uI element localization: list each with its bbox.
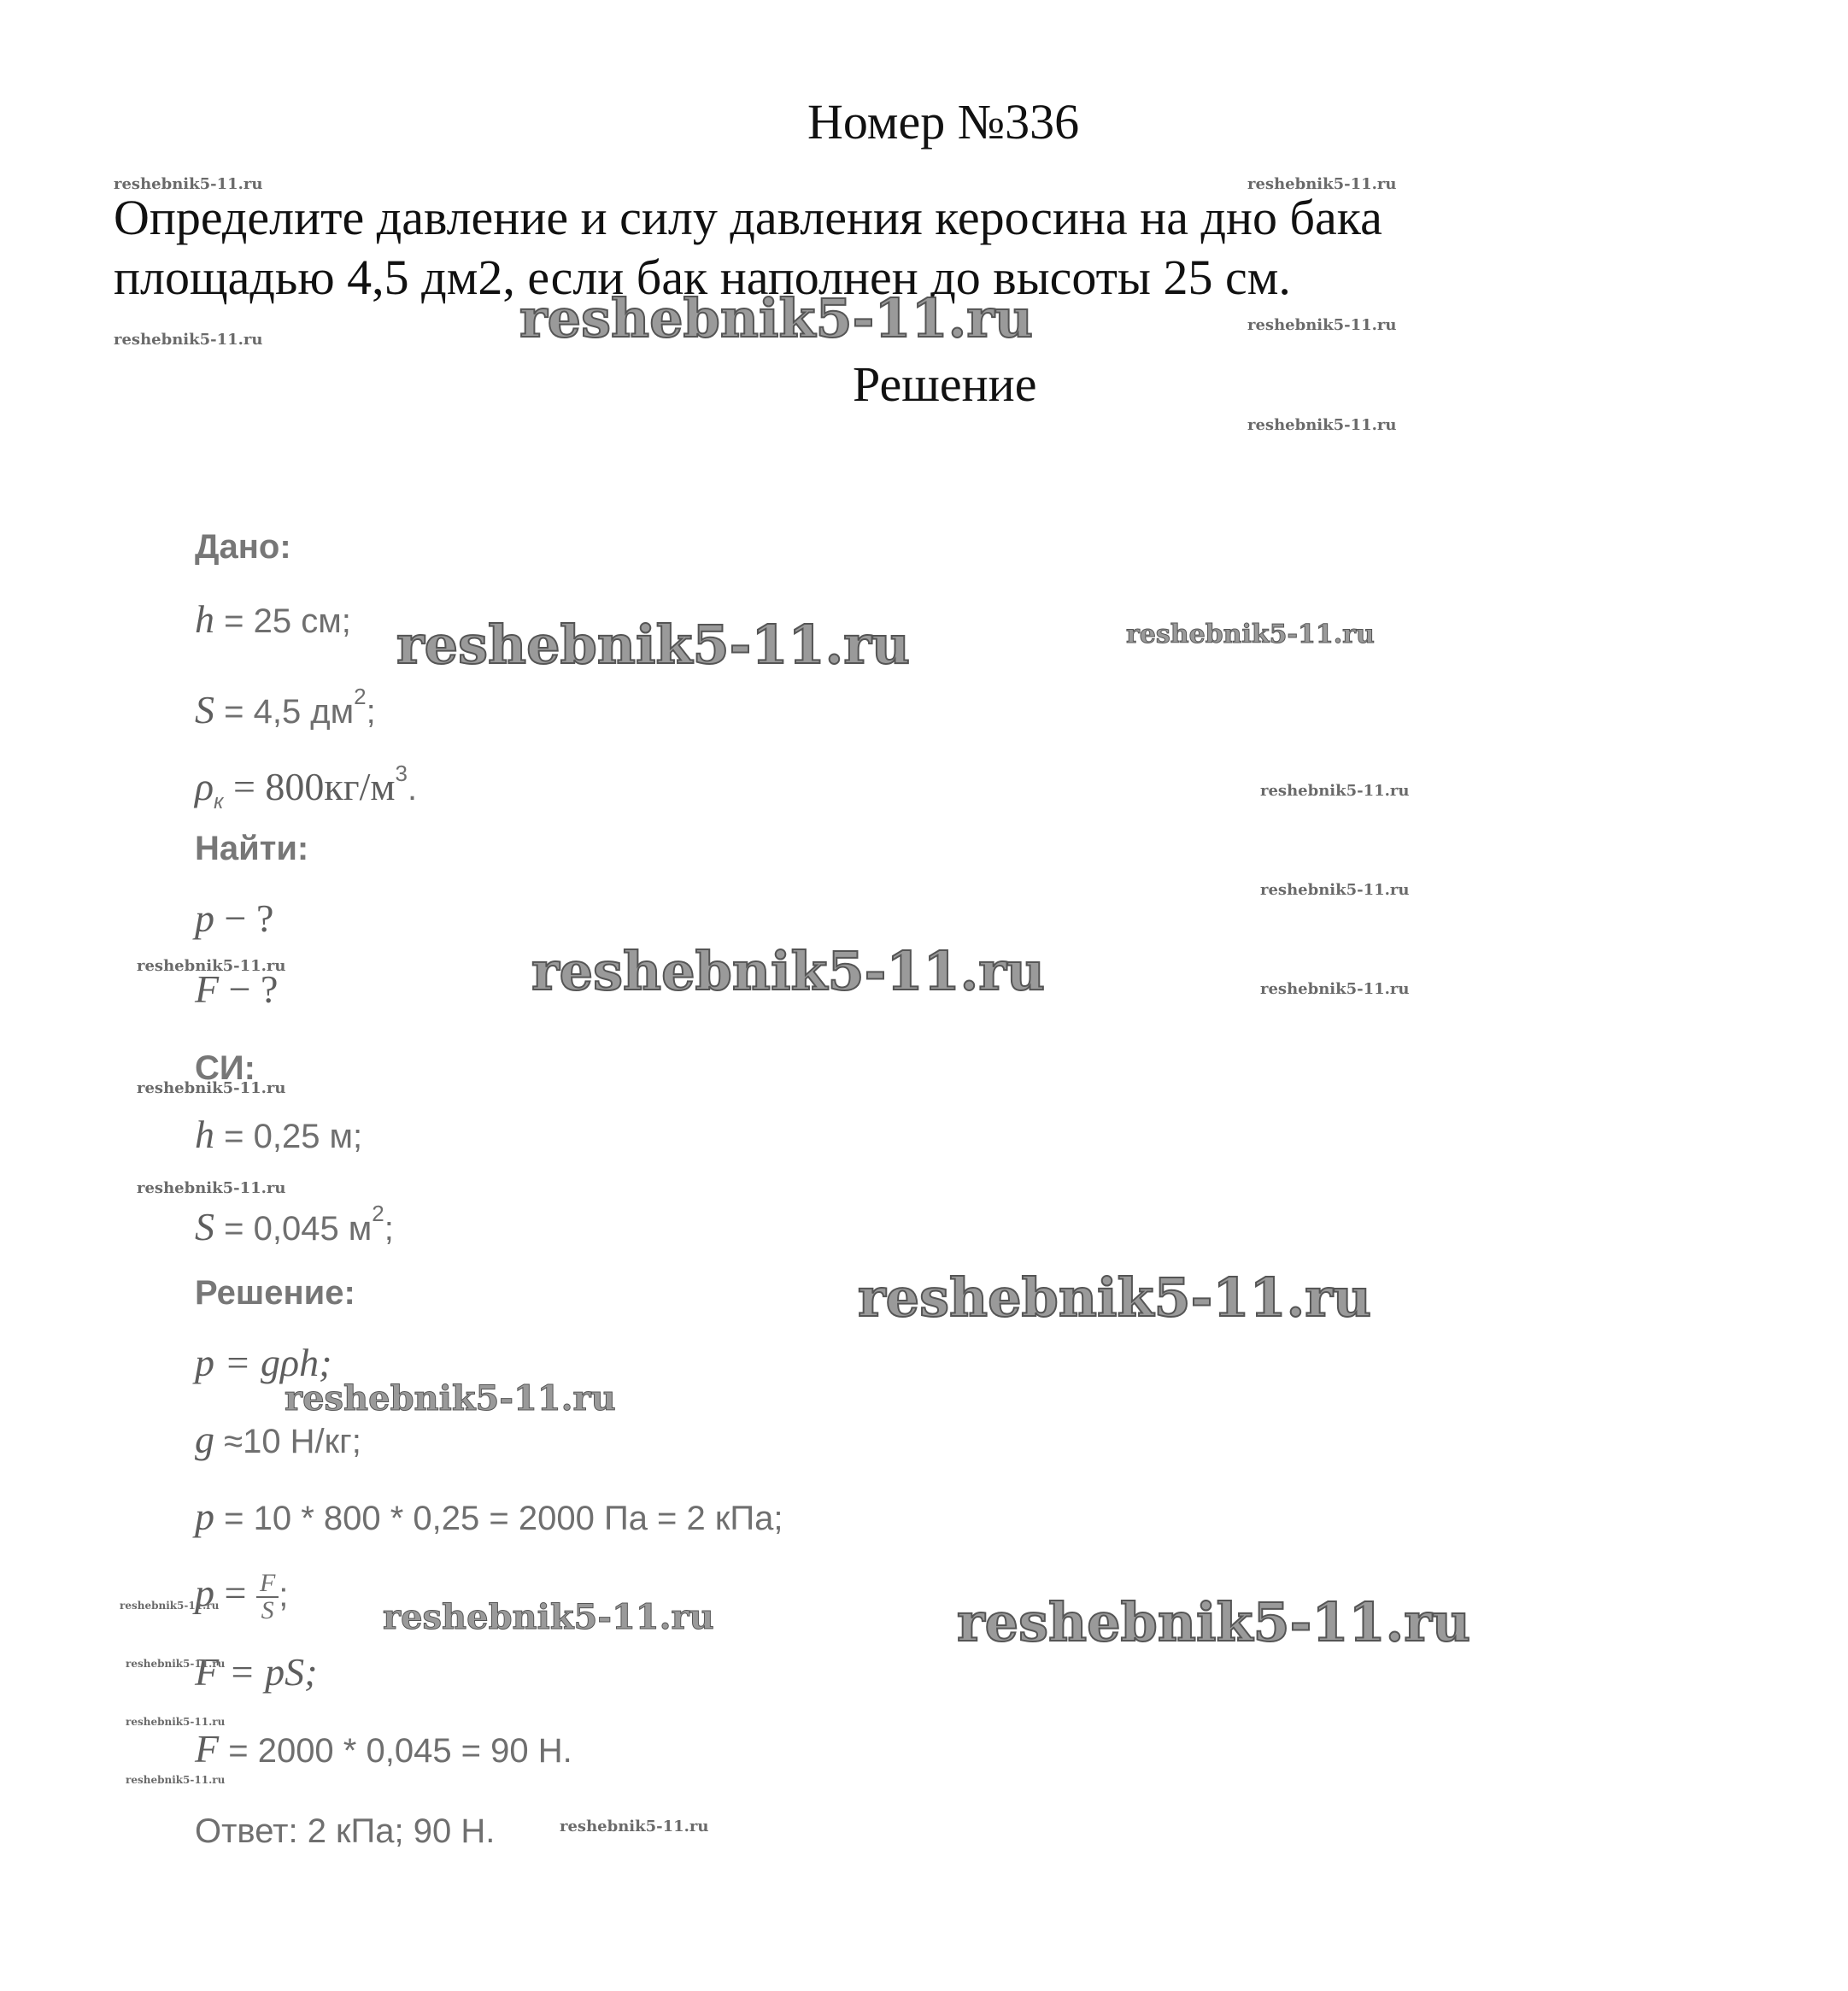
step-4-tail: ; <box>279 1576 289 1614</box>
si-h-value: = 0,25 м; <box>214 1118 363 1155</box>
fraction-denominator: S <box>261 1596 274 1624</box>
var-f: F <box>195 967 220 1011</box>
step-4-eq: = <box>214 1571 256 1615</box>
task-line-2: площадью 4,5 дм2, если бак наполнен до высоты 25 см. <box>114 250 1291 305</box>
watermark: reshebnik5-11.ru <box>114 331 263 349</box>
step-3 <box>195 1495 783 1540</box>
var-p: p <box>195 1571 214 1615</box>
watermark: reshebnik5-11.ru <box>1260 980 1410 998</box>
watermark: reshebnik5-11.ru <box>114 175 263 193</box>
find-f-rest: − ? <box>219 967 279 1011</box>
watermark: reshebnik5-11.ru <box>285 1378 616 1418</box>
step-2-rest: ≈10 Н/кг; <box>214 1423 361 1460</box>
var-s: S <box>195 1205 214 1248</box>
given-s-value: = 4,5 дм <box>214 693 355 731</box>
si-s <box>195 1192 394 1250</box>
watermark: reshebnik5-11.ru <box>560 1818 709 1835</box>
step-4 <box>195 1571 288 1624</box>
var-h: h <box>195 597 214 641</box>
fraction-f-over-s <box>256 1571 279 1624</box>
var-p: p <box>195 1495 214 1538</box>
given-rho-value: = 800кг/м <box>223 765 396 808</box>
watermark: reshebnik5-11.ru <box>1260 782 1410 800</box>
var-f: F <box>195 1650 220 1694</box>
watermark: reshebnik5-11.ru <box>858 1266 1371 1329</box>
given-s-exponent: 2 <box>354 684 367 709</box>
given-s <box>195 675 376 733</box>
step-3-rest: = 10 * 800 * 0,25 = 2000 Па = 2 кПа; <box>214 1500 783 1537</box>
si-s-exponent: 2 <box>372 1201 384 1226</box>
si-label: СИ: <box>195 1049 255 1087</box>
watermark: reshebnik5-11.ru <box>126 1774 226 1786</box>
watermark: reshebnik5-11.ru <box>1247 416 1397 434</box>
given-rho-tail: . <box>407 770 418 808</box>
watermark: reshebnik5-11.ru <box>126 1716 226 1728</box>
var-g: g <box>195 1418 214 1461</box>
watermark: reshebnik5-11.ru <box>126 1658 226 1670</box>
find-label: Найти: <box>195 830 309 867</box>
var-s: S <box>195 688 214 731</box>
watermark: reshebnik5-11.ru <box>1260 881 1410 899</box>
watermark: reshebnik5-11.ru <box>531 940 1045 1002</box>
var-p: p <box>195 896 214 940</box>
watermark: reshebnik5-11.ru <box>137 957 286 975</box>
step-2 <box>195 1418 361 1463</box>
given-rho <box>195 752 417 824</box>
si-h <box>195 1113 362 1158</box>
var-h: h <box>195 1113 214 1156</box>
watermark: reshebnik5-11.ru <box>1247 316 1397 334</box>
watermark: reshebnik5-11.ru <box>1247 175 1397 193</box>
fraction-numerator: F <box>256 1571 279 1598</box>
given-label: Дано: <box>195 528 291 566</box>
given-h <box>195 598 351 643</box>
step-5-rest: = pS; <box>219 1650 318 1694</box>
var-p: p <box>195 1341 214 1384</box>
si-s-value: = 0,045 м <box>214 1210 373 1248</box>
watermark: reshebnik5-11.ru <box>1126 620 1375 649</box>
solve-label: Решение: <box>195 1274 355 1312</box>
given-s-tail: ; <box>366 693 376 731</box>
page-title: Номер №336 <box>807 94 1080 150</box>
step-6-rest: = 2000 * 0,045 = 90 Н. <box>219 1732 572 1770</box>
var-rho: ρ <box>195 765 214 808</box>
solution-heading: Решение <box>853 356 1037 412</box>
watermark: reshebnik5-11.ru <box>396 614 910 676</box>
watermark: reshebnik5-11.ru <box>120 1600 220 1612</box>
find-p-rest: − ? <box>214 896 274 940</box>
given-rho-exponent: 3 <box>395 761 408 786</box>
rho-subscript: к <box>214 790 224 813</box>
given-h-value: = 25 см; <box>214 602 351 640</box>
watermark: reshebnik5-11.ru <box>137 1079 286 1097</box>
watermark: reshebnik5-11.ru <box>137 1179 286 1197</box>
si-s-tail: ; <box>384 1210 394 1248</box>
task-line-1: Определите давление и силу давления керосина на дно бака <box>114 190 1382 245</box>
watermark: reshebnik5-11.ru <box>957 1591 1470 1653</box>
watermark: reshebnik5-11.ru <box>383 1597 714 1637</box>
find-p <box>195 897 273 942</box>
answer: Ответ: 2 кПа; 90 Н. <box>195 1812 496 1850</box>
step-1-rest: = gρh; <box>214 1341 332 1384</box>
var-f: F <box>195 1727 220 1771</box>
watermark: reshebnik5-11.ru <box>519 287 1033 349</box>
step-6 <box>195 1728 572 1772</box>
